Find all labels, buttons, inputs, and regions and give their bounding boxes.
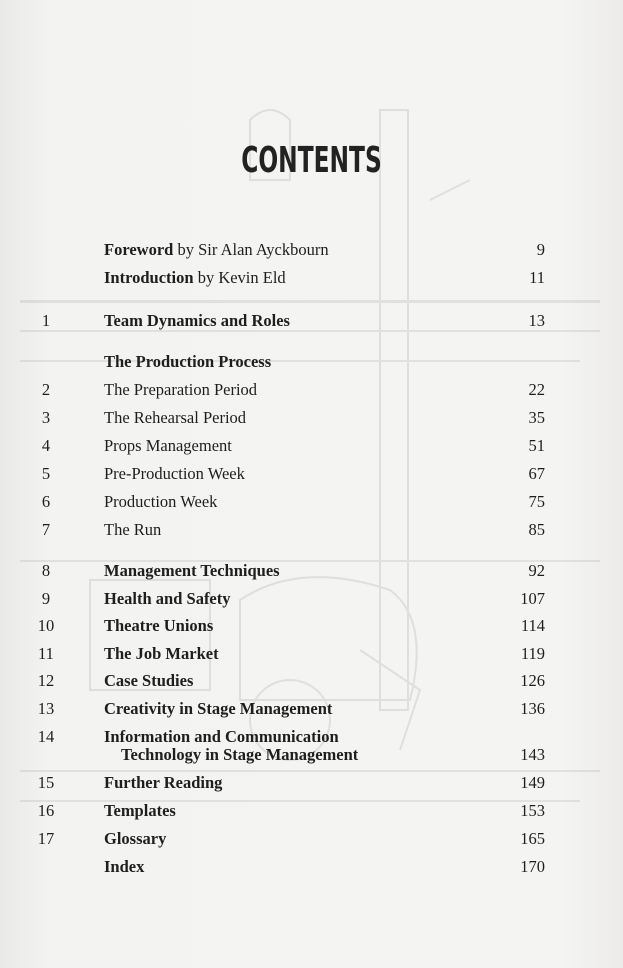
- chapter-number: 14: [37, 727, 55, 746]
- chapter-number: 4: [41, 436, 51, 455]
- entry-title: Pre-Production Week: [104, 464, 245, 483]
- chapter-number: 12: [37, 671, 55, 690]
- page-number: 85: [528, 520, 545, 539]
- entry-title: The Job Market: [104, 644, 219, 663]
- page-number: 165: [520, 829, 545, 848]
- entry-title: Team Dynamics and Roles: [104, 311, 290, 330]
- page-number: 136: [520, 699, 545, 718]
- entry-title: Introduction by Kevin Eld: [104, 268, 286, 287]
- page-number: 119: [520, 644, 545, 663]
- entry-title: Case Studies: [104, 671, 194, 690]
- page-number: 107: [520, 589, 545, 608]
- chapter-number: 1: [41, 311, 51, 330]
- entry-title: Information and Communication: [104, 727, 339, 746]
- chapter-number: 9: [41, 589, 51, 608]
- entry-title: The Run: [104, 520, 162, 539]
- entry-title: Theatre Unions: [104, 616, 214, 635]
- page-number: 153: [520, 801, 545, 820]
- entry-title: The Rehearsal Period: [104, 408, 247, 427]
- entry-title-line-2: Technology in Stage Management: [121, 745, 359, 764]
- entry-title: Creativity in Stage Management: [104, 699, 333, 718]
- page-number: 67: [528, 464, 545, 483]
- chapter-number: 6: [41, 492, 51, 511]
- page-number: 35: [528, 408, 545, 427]
- page-number: 11: [529, 268, 545, 287]
- page-number: 149: [520, 773, 545, 792]
- chapter-number: 11: [38, 644, 54, 663]
- page-number: 51: [528, 436, 545, 455]
- entry-title: Management Techniques: [104, 561, 280, 580]
- entry-title: Further Reading: [104, 773, 223, 792]
- page-number: 22: [528, 380, 545, 399]
- chapter-number: 10: [37, 616, 55, 635]
- chapter-number: 2: [41, 380, 51, 399]
- entry-title: Templates: [104, 801, 176, 820]
- entry-title: Index: [104, 857, 145, 876]
- chapter-number: 5: [41, 464, 51, 483]
- entry-title: Production Week: [104, 492, 218, 511]
- page-number: 9: [536, 240, 545, 259]
- chapter-number: 8: [41, 561, 51, 580]
- entry-title: Props Management: [104, 436, 232, 455]
- chapter-number: 16: [37, 801, 55, 820]
- entry-title: Health and Safety: [104, 589, 231, 608]
- entry-title: The Production Process: [104, 352, 272, 371]
- entry-title: The Preparation Period: [104, 380, 258, 399]
- page-title: CONTENTS: [241, 140, 382, 181]
- chapter-number: 13: [37, 699, 55, 718]
- page-number: 75: [528, 492, 545, 511]
- entry-title: Glossary: [104, 829, 167, 848]
- page-number: 126: [520, 671, 545, 690]
- page-number: 114: [520, 616, 545, 635]
- page-number: 143: [520, 745, 545, 764]
- chapter-number: 7: [41, 520, 51, 539]
- entry-title: Foreword by Sir Alan Ayckbourn: [104, 240, 329, 259]
- page-number: 92: [528, 561, 545, 580]
- chapter-number: 3: [41, 408, 51, 427]
- page-number: 170: [520, 857, 545, 876]
- chapter-number: 15: [37, 773, 55, 792]
- page-number: 13: [528, 311, 545, 330]
- chapter-number: 17: [37, 829, 55, 848]
